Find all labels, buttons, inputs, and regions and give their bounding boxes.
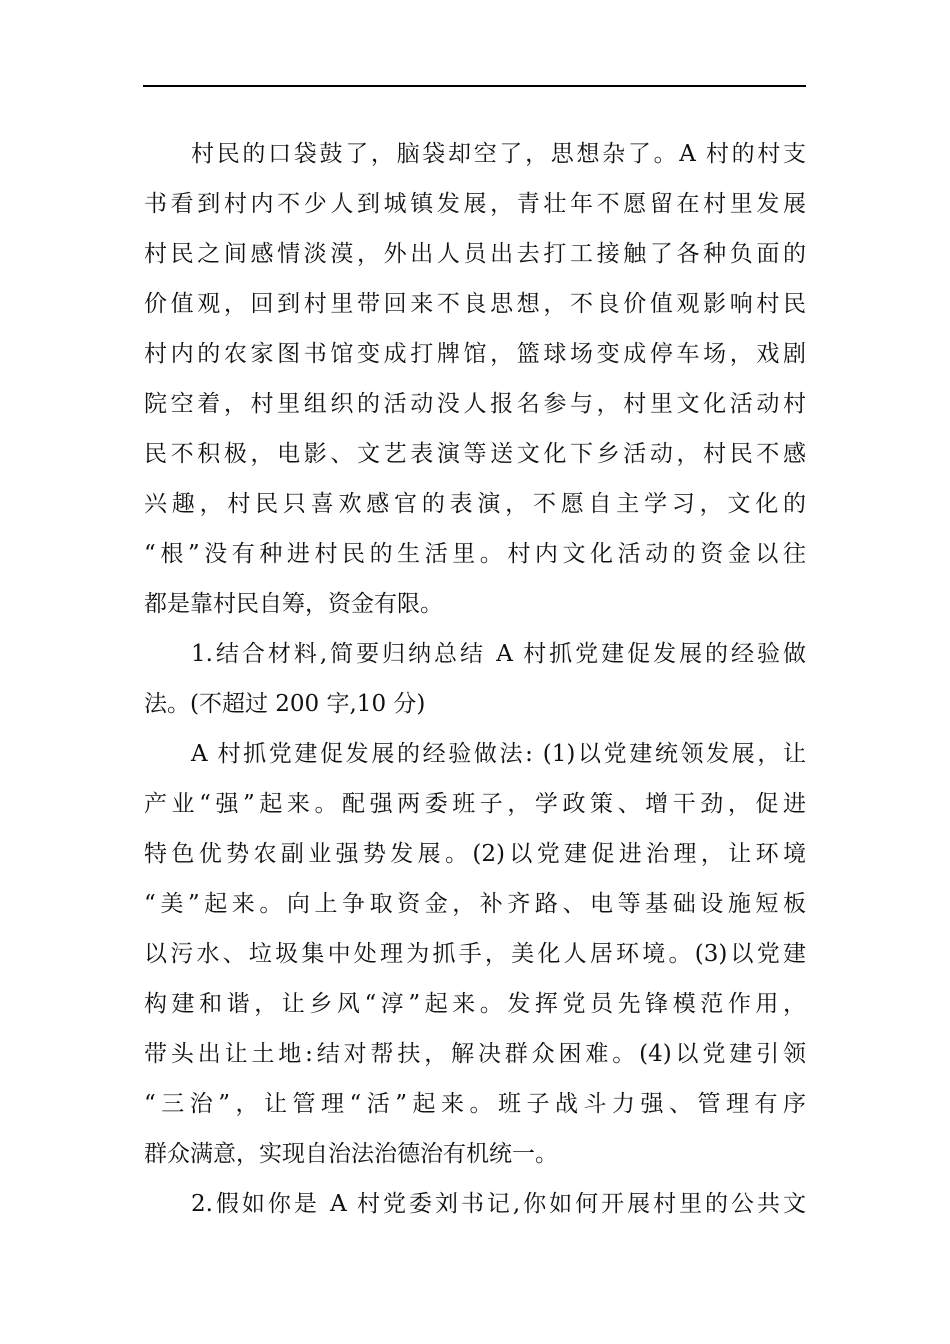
header-rule [143,85,806,87]
text-line: “根”没有种进村民的生活里。村内文化活动的资金以往 [144,541,806,567]
question-1-line: 1.结合材料,简要归纳总结 A 村抓党建促发展的经验做 [191,641,806,667]
text-line: 村内的农家图书馆变成打牌馆，篮球场变成停车场，戏剧 [144,341,806,367]
question-1-line: 法。(不超过 200 字,10 分) [144,691,426,717]
text-line: 村民之间感情淡漠，外出人员出去打工接触了各种负面的 [144,241,806,267]
text-line: 价值观，回到村里带回来不良思想，不良价值观影响村民 [144,291,806,317]
answer-1-line: 以污水、垃圾集中处理为抓手，美化人居环境。(3)以党建 [144,941,806,967]
text-line: 民不积极，电影、文艺表演等送文化下乡活动，村民不感 [144,441,806,467]
answer-1-line: A 村抓党建促发展的经验做法: (1)以党建统领发展，让 [191,741,806,767]
answer-1-line: 产业“强”起来。配强两委班子，学政策、增干劲，促进 [144,791,806,817]
answer-1-line: 带头出让土地:结对帮扶，解决群众困难。(4)以党建引领 [144,1041,806,1067]
text-line: 院空着，村里组织的活动没人报名参与，村里文化活动村 [144,391,806,417]
answer-1-line: 构建和谐，让乡风“淳”起来。发挥党员先锋模范作用， [144,991,806,1017]
text-line: 村民的口袋鼓了，脑袋却空了，思想杂了。A 村的村支 [191,141,806,167]
question-2-line: 2.假如你是 A 村党委刘书记,你如何开展村里的公共文 [191,1191,806,1217]
text-line: 兴趣，村民只喜欢感官的表演，不愿自主学习，文化的 [144,491,806,517]
answer-1-line: “三治”，让管理“活”起来。班子战斗力强、管理有序 [144,1091,806,1117]
text-line: 书看到村内不少人到城镇发展，青壮年不愿留在村里发展 [144,191,806,217]
body-text [144,129,806,1229]
answer-1-line: 群众满意，实现自治法治德治有机统一。 [144,1141,558,1167]
text-line: 都是靠村民自筹，资金有限。 [144,591,443,617]
answer-1-line: “美”起来。向上争取资金，补齐路、电等基础设施短板 [144,891,806,917]
answer-1-line: 特色优势农副业强势发展。(2)以党建促进治理，让环境 [144,841,806,867]
